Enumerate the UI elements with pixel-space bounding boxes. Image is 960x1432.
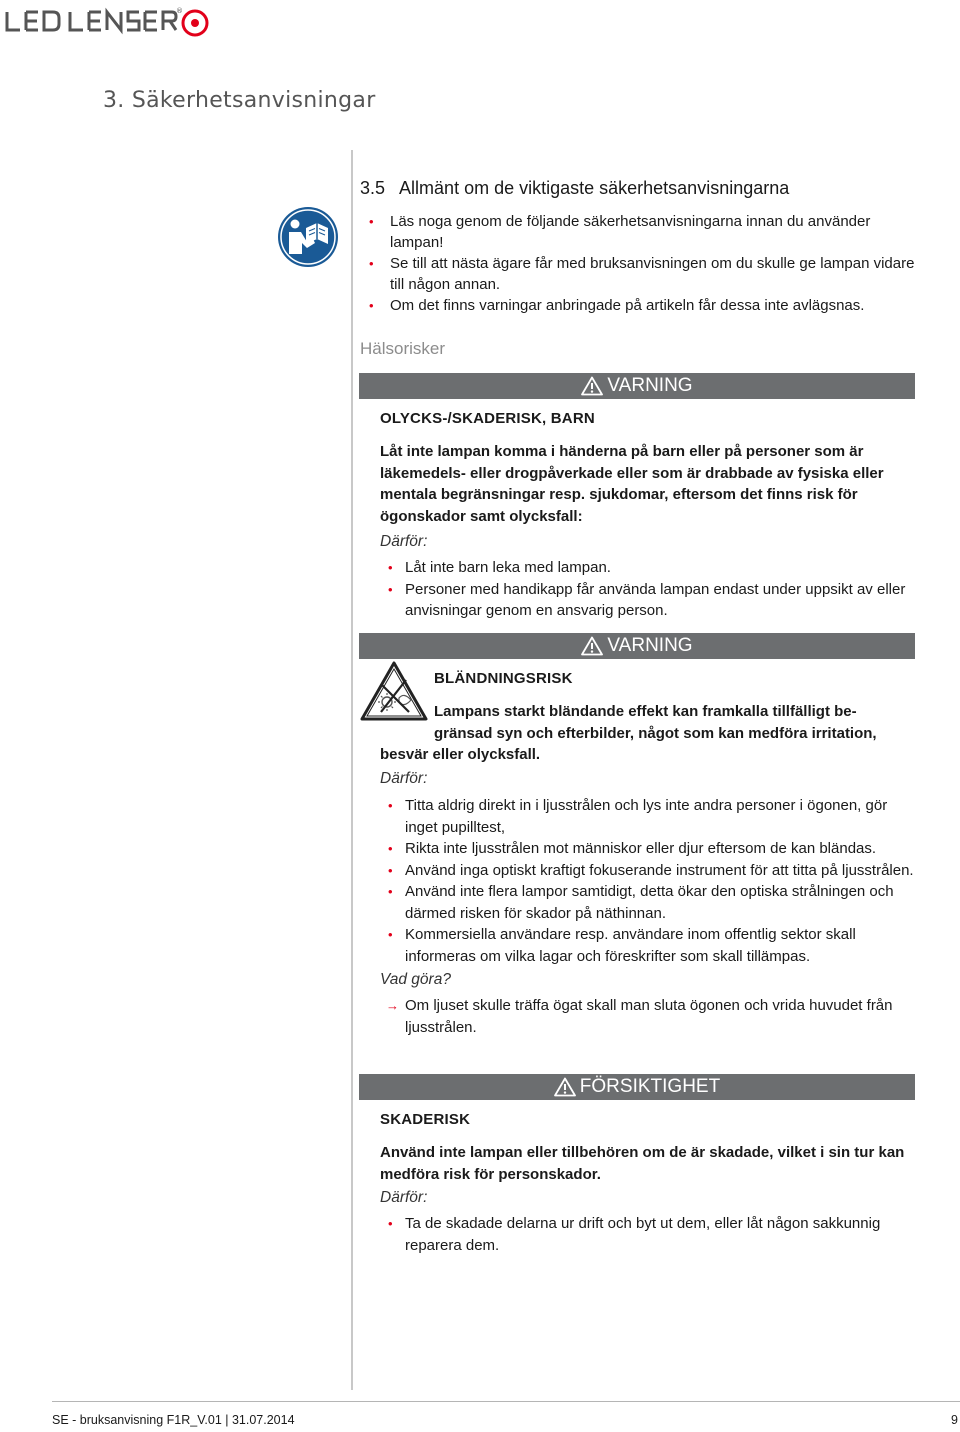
led-lenser-logo [4, 4, 209, 38]
warning-triangle-icon [554, 1077, 576, 1097]
warning-block-children [380, 1111, 920, 1256]
measures-list [380, 795, 920, 967]
footer-divider [52, 1401, 960, 1402]
measures-list [380, 1213, 920, 1256]
warning-block-children [380, 410, 920, 622]
page-number: 9 [951, 1413, 958, 1427]
risk-description-line: Lampans starkt bländande effekt kan framkalla tillfälligt be- [434, 703, 857, 720]
warning-level: FÖRSIKTIGHET [579, 1076, 721, 1097]
list-item: • Kommersiella användare resp. användare inom offentlig sektor skall informeras om vilka lagar och föreskrifter som skall tillämpas. [380, 924, 920, 967]
list-item: • Låt inte barn leka med lampan. [380, 557, 920, 579]
measures-list [380, 557, 920, 622]
warning-bar [359, 633, 915, 659]
risk-title: OLYCKS-/SKADERISK, BARN [380, 410, 595, 427]
section-number: 3.5 [360, 178, 386, 198]
section-heading [360, 178, 789, 199]
list-item: • Titta aldrig direkt in i ljusstrålen och lys inte andra personer i ögonen, gör inget pupilltest, [380, 795, 920, 838]
list-item: • Se till att nästa ägare får med bruksanvisningen om du skulle ge lampan vidare till någon annan. [360, 253, 915, 295]
therefore-label: Därför: [380, 1189, 428, 1206]
warning-triangle-icon [581, 636, 603, 656]
list-item: • Ta de skadade delarna ur drift och byt ut dem, eller låt någon sakkunnig reparera dem. [380, 1213, 920, 1256]
what-to-do-label: Vad göra? [380, 971, 451, 988]
risk-description-line: besvär eller olycksfall. [380, 746, 541, 763]
risk-description-line: gränsad syn och efterbilder, något som kan medföra irritation, [434, 724, 877, 742]
footer-text: SE - bruksanvisning F1R_V.01 | 31.07.2014 [52, 1413, 295, 1427]
list-item: • Använd inga optiskt kraftigt fokuserande instrument för att titta på ljusstrålen. [380, 860, 920, 882]
column-divider [351, 150, 353, 1390]
caution-bar [359, 1074, 915, 1100]
risk-description: Låt inte lampan komma i händerna på barn eller på personer som är läkemedels- eller drogpåverkade eller som är drabbade av fysiska eller mentala begränsningar resp. sjukdomar, eftersom det finns risk för ögonskador samt olycksfall: [380, 443, 884, 525]
therefore-label: Därför: [380, 533, 428, 550]
warning-level: VARNING [607, 375, 693, 396]
svg-text:®: ® [176, 7, 183, 15]
warning-bar [359, 373, 915, 399]
warning-block-children [380, 770, 920, 1038]
list-item: • Om det finns varningar anbringade på artikeln får dessa inte avlägsnas. [360, 295, 915, 316]
intro-list [360, 211, 915, 316]
therefore-label: Därför: [380, 770, 428, 787]
subsection-heading: Hälsorisker [360, 339, 446, 358]
list-item: • Läs noga genom de följande säkerhetsanvisningarna innan du använder lampan! [360, 211, 915, 253]
risk-title: SKADERISK [380, 1111, 471, 1128]
actions-list [380, 995, 920, 1038]
risk-description: Använd inte lampan eller tillbehören om de är skadade, vilket i sin tur kan medföra risk för personskador. [380, 1144, 905, 1183]
warning-level: VARNING [607, 635, 693, 656]
list-item: → Om ljuset skulle träffa ögat skall man sluta ögonen och vrida huvudet från ljusstrålen. [380, 995, 920, 1038]
risk-title: BLÄNDNINGSRISK [434, 670, 573, 687]
list-item: • Personer med handikapp får använda lampan endast under uppsikt av eller anvisningar genom en ansvarig person. [380, 579, 920, 622]
chapter-title: 3. Säkerhetsanvisningar [103, 88, 376, 113]
read-manual-icon [277, 206, 339, 268]
warning-triangle-icon [581, 376, 603, 396]
glare-description [380, 701, 920, 766]
list-item: • Använd inte flera lampor samtidigt, detta ökar den optiska strålningen och därmed risken för skador på näthinnan. [380, 881, 920, 924]
section-title: Allmänt om de viktigaste säkerhetsanvisningarna [399, 178, 790, 198]
list-item: • Rikta inte ljusstrålen mot människor eller djur eftersom de kan bländas. [380, 838, 920, 860]
